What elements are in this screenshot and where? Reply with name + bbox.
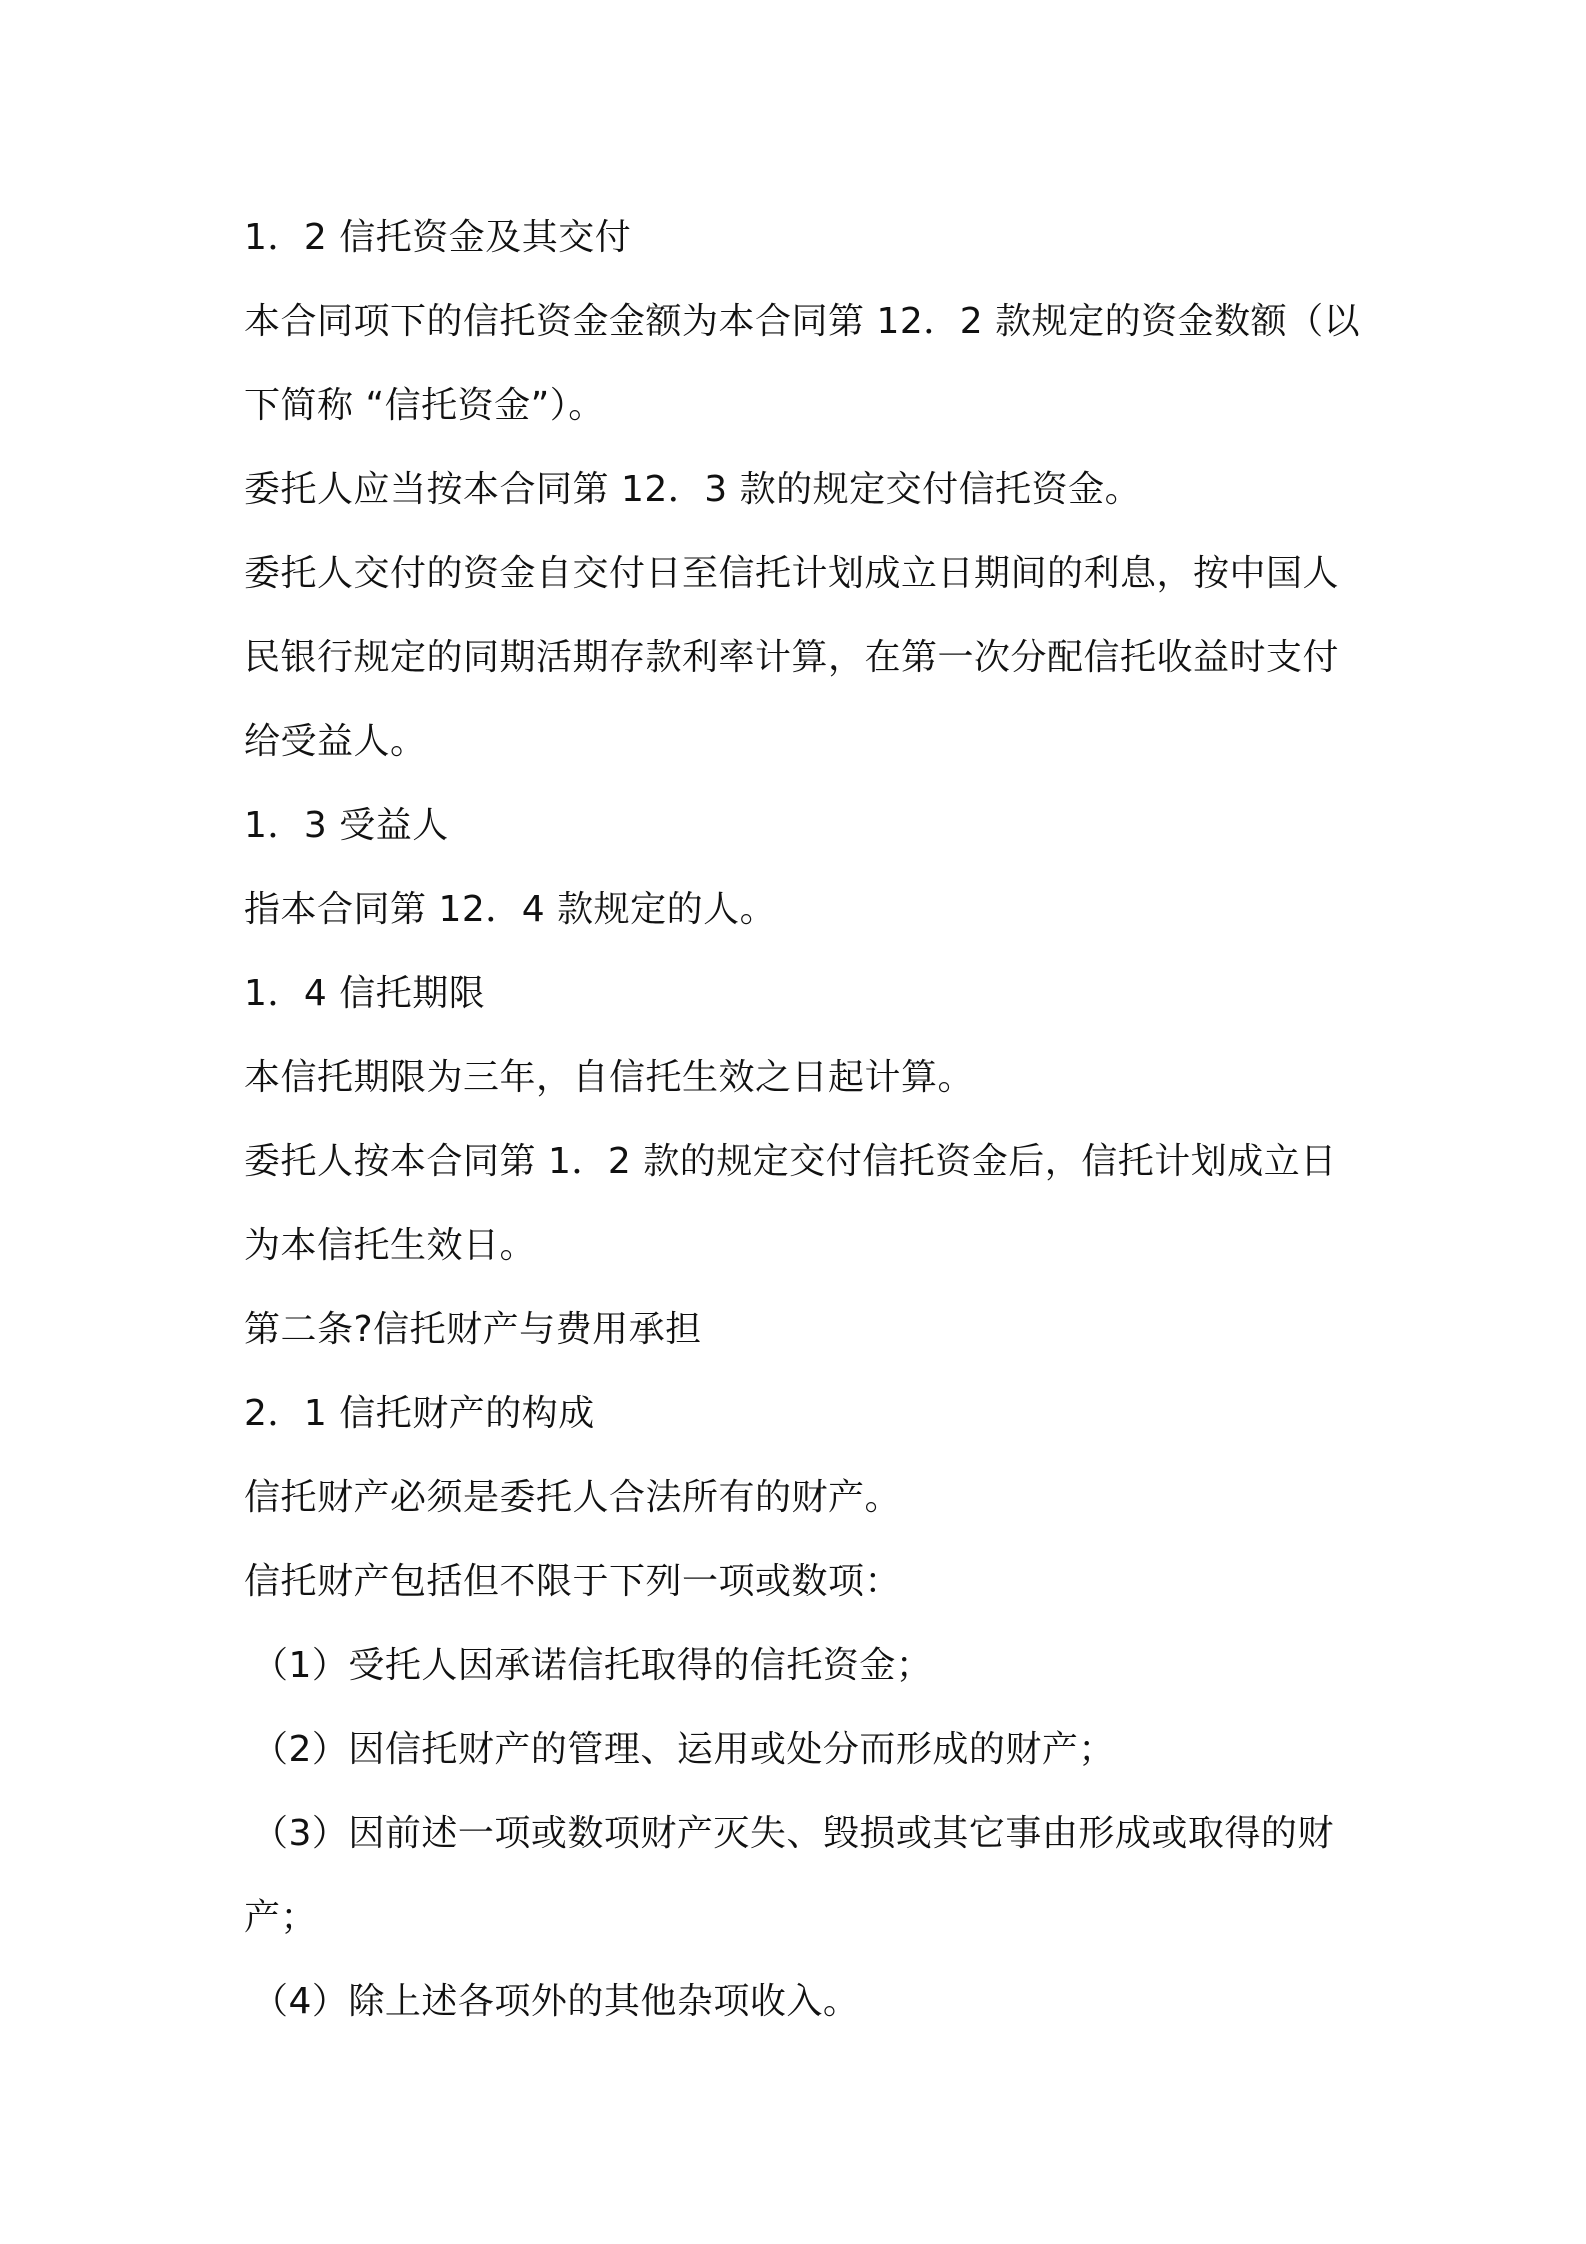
section-heading-1-4: 1．4 信托期限 (244, 973, 486, 1014)
article-heading-2: 第二条?信托财产与费用承担 (244, 1309, 702, 1350)
section-heading-1-2: 1．2 信托资金及其交付 (244, 217, 632, 258)
paragraph-line: 委托人交付的资金自交付日至信托计划成立日期间的利息，按中国人 (244, 553, 1340, 594)
paragraph-line: 委托人按本合同第 1．2 款的规定交付信托资金后，信托计划成立日 (244, 1141, 1337, 1182)
section-heading-2-1: 2．1 信托财产的构成 (244, 1393, 595, 1434)
paragraph-line: 本信托期限为三年，自信托生效之日起计算。 (244, 1057, 975, 1098)
document-body (244, 196, 1364, 2044)
list-item: （2）因信托财产的管理、运用或处分而形成的财产； (252, 1729, 1115, 1770)
list-item: （4）除上述各项外的其他杂项收入。 (252, 1981, 860, 2022)
list-item: （1）受托人因承诺信托取得的信托资金； (252, 1645, 933, 1686)
section-heading-1-3: 1．3 受益人 (244, 805, 449, 846)
list-item-continuation: 产； (244, 1897, 318, 1938)
paragraph-line: 民银行规定的同期活期存款利率计算，在第一次分配信托收益时支付 (244, 637, 1340, 678)
paragraph-line: 信托财产必须是委托人合法所有的财产。 (244, 1477, 902, 1518)
paragraph-line: 信托财产包括但不限于下列一项或数项： (244, 1561, 902, 1602)
list-item: （3）因前述一项或数项财产灭失、毁损或其它事由形成或取得的财 (252, 1813, 1334, 1854)
paragraph-line: 给受益人。 (244, 721, 427, 762)
paragraph-line: 指本合同第 12．4 款规定的人。 (244, 889, 777, 930)
paragraph-line: 下简称 “信托资金”）。 (244, 385, 605, 426)
paragraph-line: 委托人应当按本合同第 12．3 款的规定交付信托资金。 (244, 469, 1142, 510)
paragraph-line: 本合同项下的信托资金金额为本合同第 12．2 款规定的资金数额（以 (244, 301, 1361, 342)
paragraph-line: 为本信托生效日。 (244, 1225, 537, 1266)
